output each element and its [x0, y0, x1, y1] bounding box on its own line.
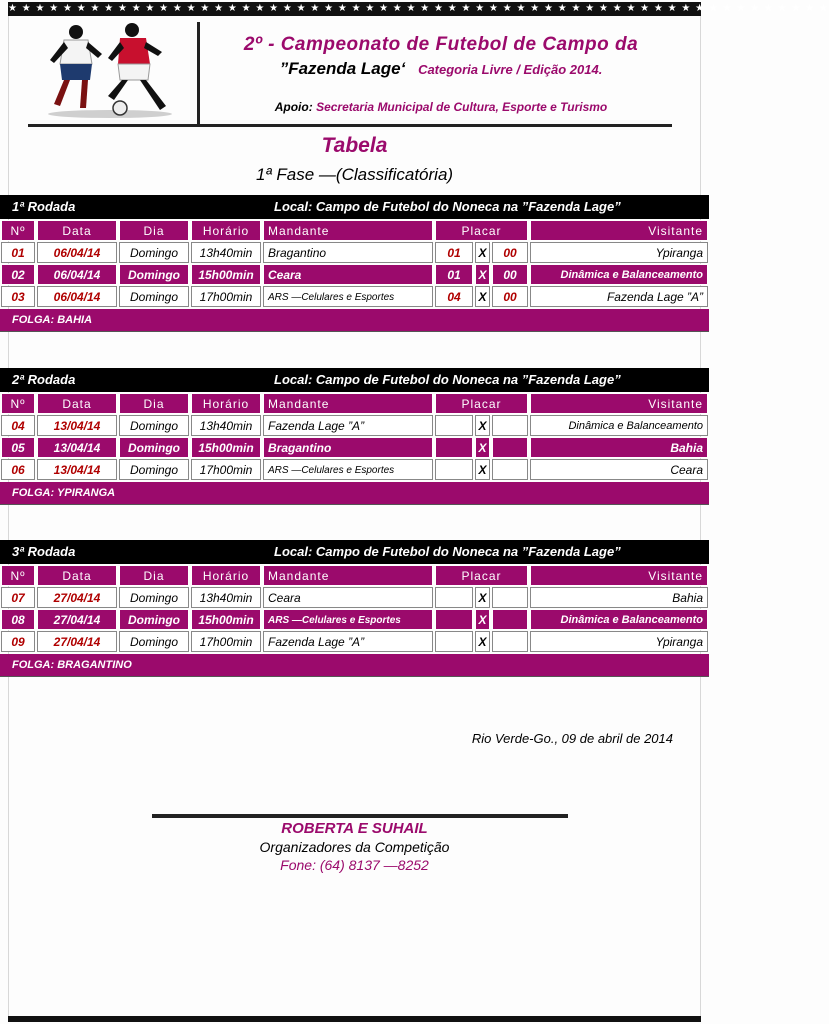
home-team: Ceara — [263, 264, 433, 285]
match-number: 06 — [1, 459, 35, 480]
col-score: Placar — [435, 565, 528, 586]
round-name: 2ª Rodada — [12, 372, 76, 387]
support-label: Apoio: — [274, 100, 313, 114]
col-visitor: Visitante — [530, 565, 708, 586]
match-date: 27/04/14 — [37, 631, 117, 652]
home-score: 04 — [435, 286, 473, 307]
match-time: 13h40min — [191, 242, 261, 263]
home-team: Fazenda Lage ”A” — [263, 631, 433, 652]
column-headers — [0, 564, 709, 586]
organizer-names: ROBERTA E SUHAIL — [281, 820, 428, 837]
header-rule — [28, 124, 672, 127]
match-number: 03 — [1, 286, 35, 307]
match-time: 17h00min — [191, 631, 261, 652]
col-home: Mandante — [263, 220, 433, 241]
col-date: Data — [37, 220, 117, 241]
round-location: Local: Campo de Futebol do Noneca na ”Fazenda Lage” — [274, 372, 621, 387]
round-2 — [0, 368, 709, 505]
round-location: Local: Campo de Futebol do Noneca na ”Fazenda Lage” — [274, 544, 621, 559]
home-team: Bragantino — [263, 437, 433, 458]
col-day: Dia — [119, 565, 189, 586]
match-number: 02 — [1, 264, 35, 285]
match-day: Domingo — [119, 264, 189, 285]
home-score — [435, 459, 473, 480]
visitor-team: Fazenda Lage ”A” — [530, 286, 708, 307]
visitor-score: 00 — [492, 286, 528, 307]
match-number: 05 — [1, 437, 35, 458]
match-date: 06/04/14 — [37, 264, 117, 285]
home-team: Ceara — [263, 587, 433, 608]
visitor-score — [492, 459, 528, 480]
match-date: 27/04/14 — [37, 609, 117, 630]
home-score — [435, 587, 473, 608]
score-separator: X — [475, 631, 490, 652]
match-day: Domingo — [119, 587, 189, 608]
visitor-team: Ceara — [530, 459, 708, 480]
col-time: Horário — [191, 393, 261, 414]
round-header — [0, 368, 709, 392]
col-home: Mandante — [263, 393, 433, 414]
visitor-team: Dinâmica e Balanceamento — [530, 609, 708, 630]
match-row — [0, 630, 709, 652]
organizer-phone: Fone: (64) 8137 —8252 — [280, 857, 429, 873]
score-separator: X — [475, 286, 490, 307]
match-row — [0, 458, 709, 480]
round-name: 3ª Rodada — [12, 544, 76, 559]
home-team: ARS —Celulares e Esportes — [263, 609, 433, 630]
visitor-score — [492, 587, 528, 608]
match-row — [0, 263, 709, 285]
column-headers — [0, 392, 709, 414]
home-team: Bragantino — [263, 242, 433, 263]
visitor-score — [492, 609, 528, 630]
match-row — [0, 586, 709, 608]
score-separator: X — [475, 459, 490, 480]
match-row — [0, 285, 709, 307]
visitor-team: Dinâmica e Balanceamento — [530, 415, 708, 436]
match-day: Domingo — [119, 415, 189, 436]
home-score — [435, 631, 473, 652]
visitor-team: Dinâmica e Balanceamento — [530, 264, 708, 285]
home-team: Fazenda Lage ”A” — [263, 415, 433, 436]
match-row — [0, 414, 709, 436]
round-header — [0, 540, 709, 564]
col-score: Placar — [435, 393, 528, 414]
match-time: 15h00min — [191, 609, 261, 630]
match-date: 13/04/14 — [37, 415, 117, 436]
championship-subtitle — [200, 59, 682, 79]
match-time: 15h00min — [191, 437, 261, 458]
round-header — [0, 195, 709, 219]
score-separator: X — [475, 264, 490, 285]
col-date: Data — [37, 565, 117, 586]
bottom-border — [8, 1016, 701, 1022]
round-location: Local: Campo de Futebol do Noneca na ”Fazenda Lage” — [274, 199, 621, 214]
home-score — [435, 437, 473, 458]
match-number: 01 — [1, 242, 35, 263]
match-row — [0, 241, 709, 263]
score-separator: X — [475, 587, 490, 608]
home-score — [435, 609, 473, 630]
star-border-top: ★ ★ ★ ★ ★ ★ ★ ★ ★ ★ ★ ★ ★ ★ ★ ★ ★ ★ ★ ★ ★ ★ ★ ★ ★ ★ ★ ★ ★ ★ ★ ★ ★ ★ ★ ★ ★ ★ ★ ★ ★ ★ ★ ★ ★ ★ ★ ★ ★ ★ ★ ★ ★ ★ ★ ★ ★ ★ ★ ★ — [8, 3, 829, 14]
match-time: 13h40min — [191, 587, 261, 608]
round-1 — [0, 195, 709, 332]
match-day: Domingo — [119, 242, 189, 263]
match-time: 15h00min — [191, 264, 261, 285]
col-num: Nº — [1, 393, 35, 414]
match-date: 13/04/14 — [37, 459, 117, 480]
match-time: 17h00min — [191, 286, 261, 307]
phase-title: 1ª Fase —(Classificatória) — [255, 165, 454, 184]
visitor-score: 00 — [492, 264, 528, 285]
match-date: 13/04/14 — [37, 437, 117, 458]
visitor-team: Ypiranga — [530, 242, 708, 263]
score-separator: X — [475, 609, 490, 630]
bye-team: FOLGA: BRAGANTINO — [0, 654, 709, 677]
match-day: Domingo — [119, 286, 189, 307]
match-day: Domingo — [119, 609, 189, 630]
match-date: 06/04/14 — [37, 242, 117, 263]
col-time: Horário — [191, 220, 261, 241]
match-row — [0, 608, 709, 630]
date-location-line: Rio Verde-Go., 09 de abril de 2014 — [471, 731, 673, 746]
match-day: Domingo — [119, 437, 189, 458]
match-time: 17h00min — [191, 459, 261, 480]
signature-line — [152, 814, 568, 818]
visitor-team: Ypiranga — [530, 631, 708, 652]
match-row — [0, 436, 709, 458]
match-time: 13h40min — [191, 415, 261, 436]
category-edition: Categoria Livre / Edição 2014. — [418, 62, 603, 77]
visitor-team: Bahia — [530, 587, 708, 608]
visitor-score: 00 — [492, 242, 528, 263]
home-score: 01 — [435, 242, 473, 263]
col-date: Data — [37, 393, 117, 414]
visitor-score — [492, 415, 528, 436]
match-number: 09 — [1, 631, 35, 652]
visitor-team: Bahia — [530, 437, 708, 458]
score-separator: X — [475, 242, 490, 263]
support-line — [200, 100, 682, 114]
score-separator: X — [475, 437, 490, 458]
venue-name: ”Fazenda Lage‘ — [279, 59, 406, 78]
col-day: Dia — [119, 220, 189, 241]
bye-team: FOLGA: YPIRANGA — [0, 482, 709, 505]
col-day: Dia — [119, 393, 189, 414]
round-name: 1ª Rodada — [12, 199, 76, 214]
score-separator: X — [475, 415, 490, 436]
visitor-score — [492, 631, 528, 652]
match-number: 07 — [1, 587, 35, 608]
col-visitor: Visitante — [530, 393, 708, 414]
col-home: Mandante — [263, 565, 433, 586]
col-num: Nº — [1, 220, 35, 241]
round-3 — [0, 540, 709, 677]
home-score — [435, 415, 473, 436]
support-org: Secretaria Municipal de Cultura, Esporte e Turismo — [316, 100, 608, 114]
col-score: Placar — [435, 220, 528, 241]
visitor-score — [492, 437, 528, 458]
soccer-players-illustration — [30, 20, 190, 122]
table-title: Tabela — [321, 134, 388, 157]
col-time: Horário — [191, 565, 261, 586]
match-day: Domingo — [119, 631, 189, 652]
match-number: 04 — [1, 415, 35, 436]
home-team: ARS —Celulares e Esportes — [263, 459, 433, 480]
home-team: ARS —Celulares e Esportes — [263, 286, 433, 307]
col-visitor: Visitante — [530, 220, 708, 241]
championship-title: 2º - Campeonato de Futebol de Campo da — [243, 34, 639, 55]
match-date: 06/04/14 — [37, 286, 117, 307]
column-headers — [0, 219, 709, 241]
match-number: 08 — [1, 609, 35, 630]
col-num: Nº — [1, 565, 35, 586]
organizer-role: Organizadores da Competição — [259, 839, 450, 855]
match-day: Domingo — [119, 459, 189, 480]
bye-team: FOLGA: BAHIA — [0, 309, 709, 332]
match-date: 27/04/14 — [37, 587, 117, 608]
home-score: 01 — [435, 264, 473, 285]
